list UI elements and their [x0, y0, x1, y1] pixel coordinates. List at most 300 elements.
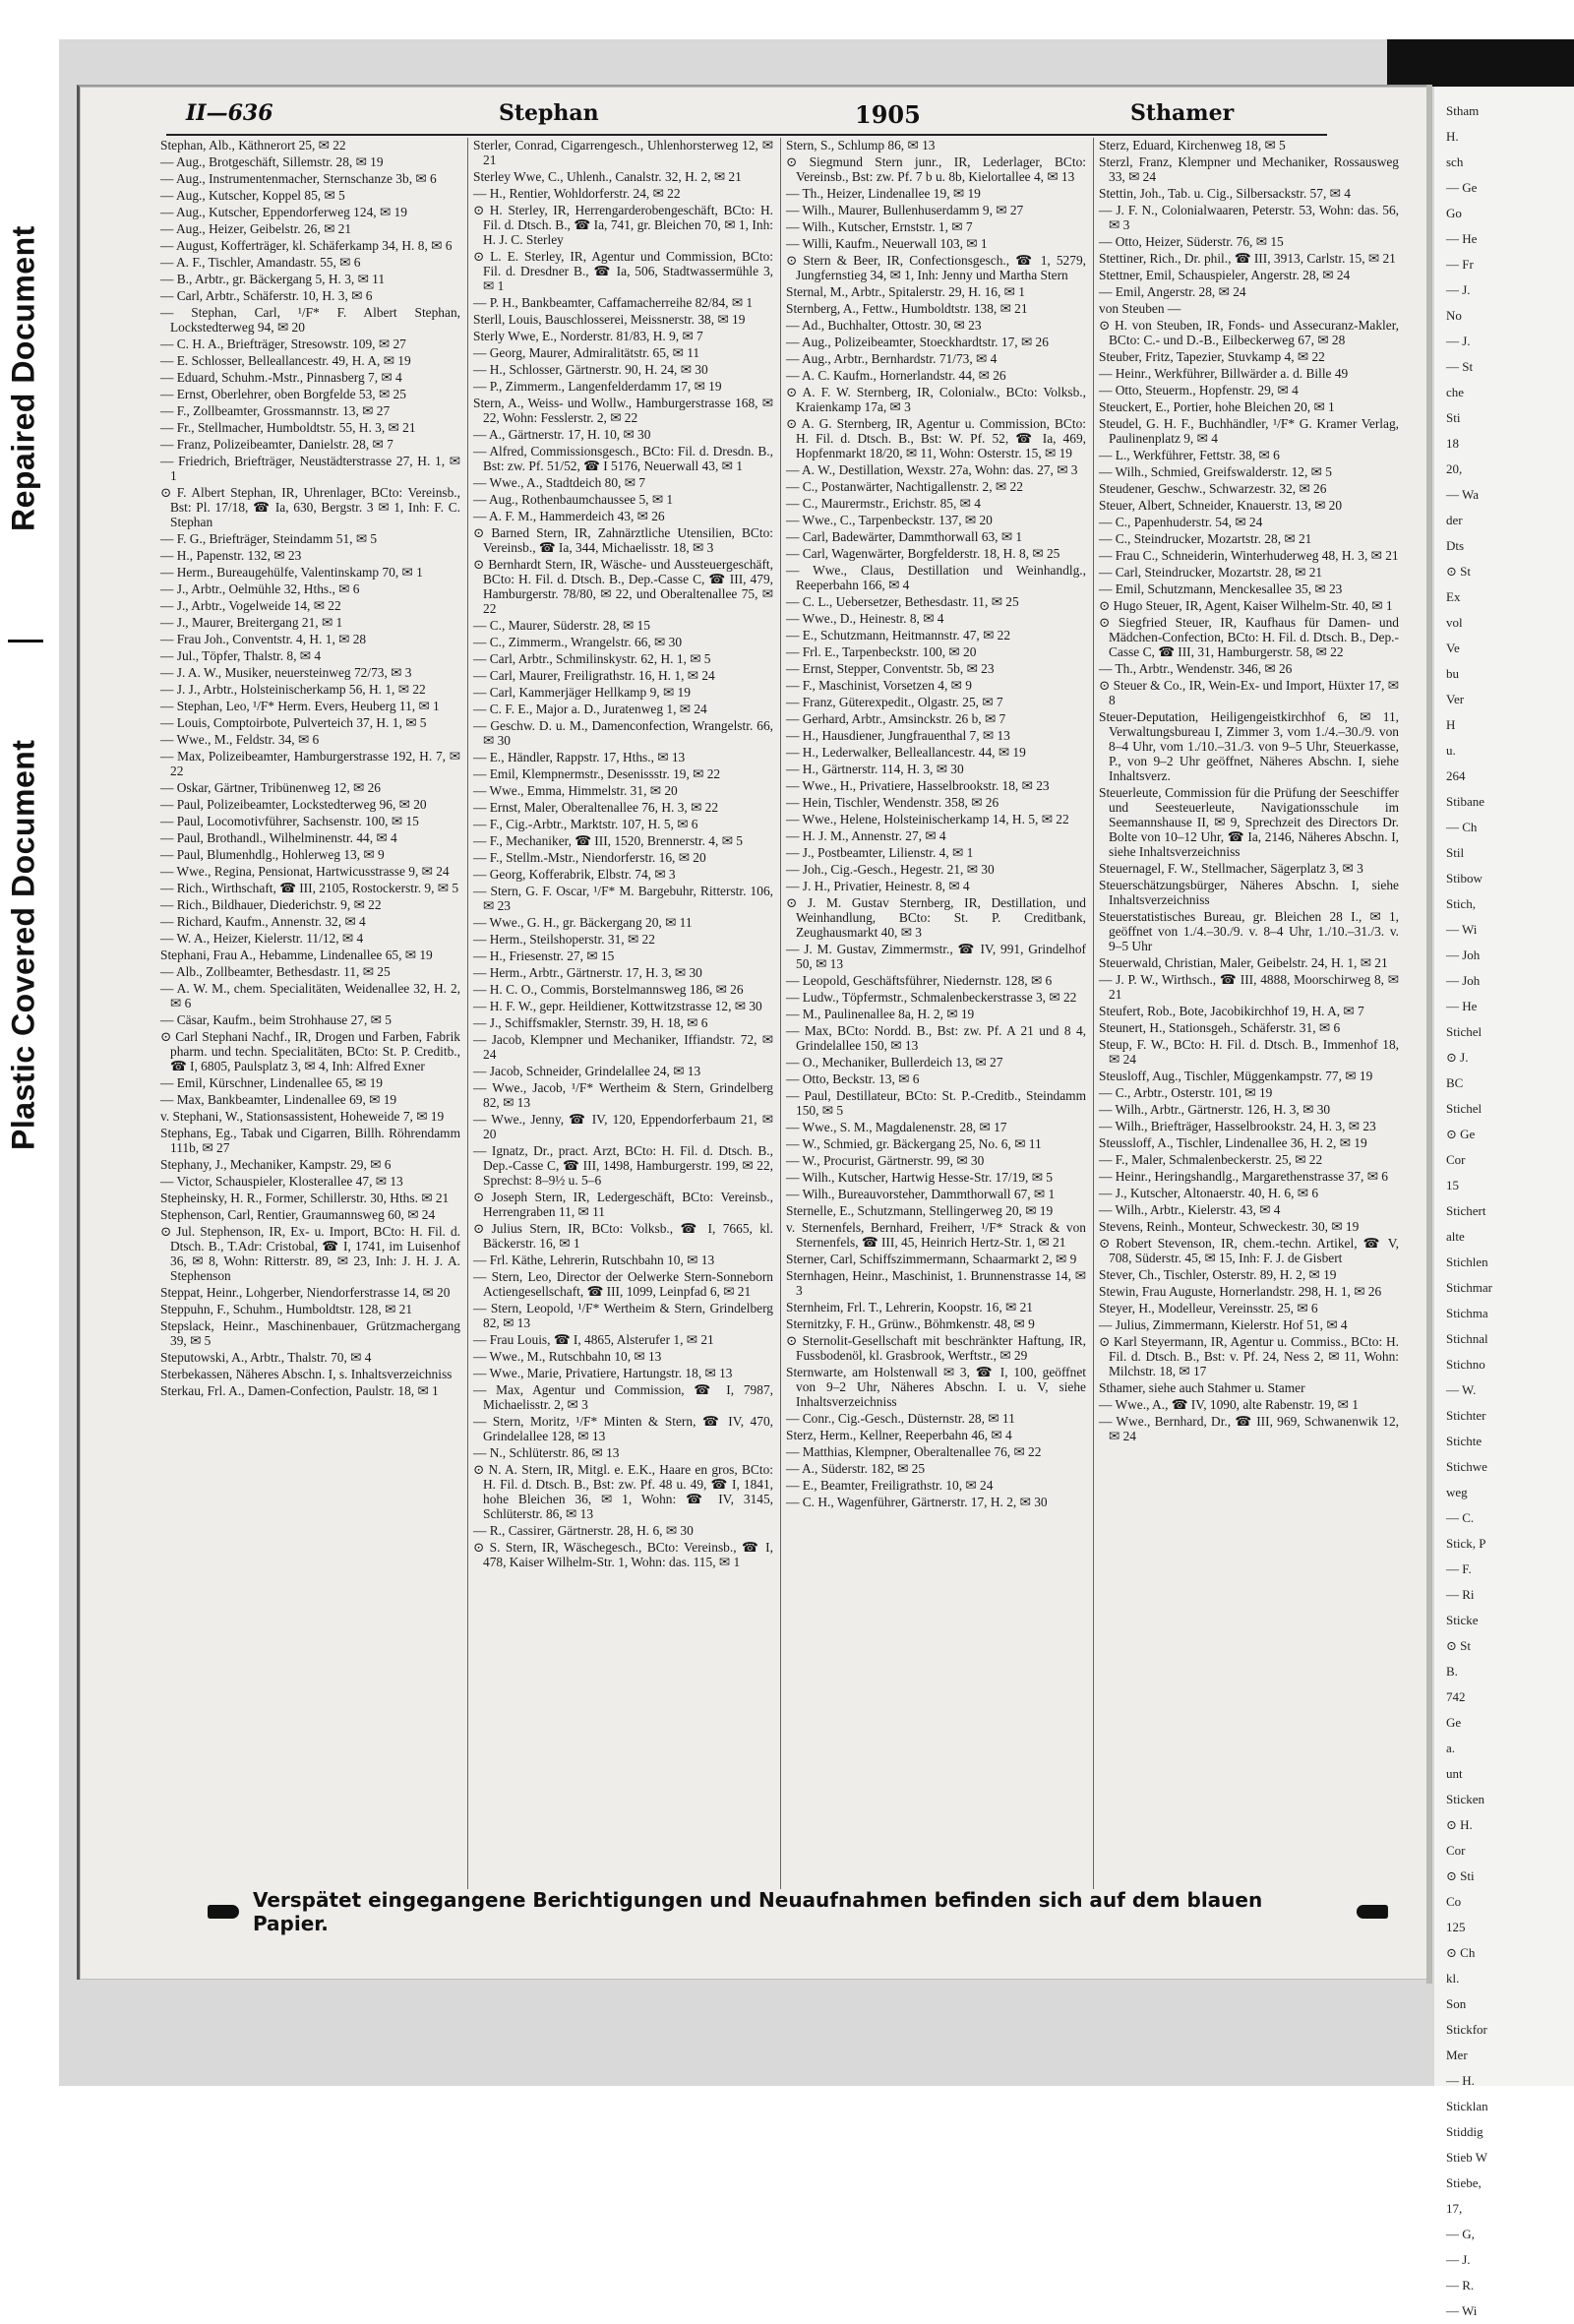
next-page-fragment: Stichno — [1446, 1357, 1485, 1372]
directory-entry: — Wilh., Maurer, Bullenhuserdamm 9, ✉ 27 — [786, 203, 1024, 217]
directory-entry: Steputowski, A., Arbtr., Thalstr. 70, ✉ 4 — [160, 1350, 372, 1365]
directory-entry: Sterler, Conrad, Cigarrengesch., Uhlenhorsterweg 12, ✉ 21 — [473, 138, 773, 167]
directory-entry: — J., Maurer, Breitergang 21, ✉ 1 — [160, 615, 343, 630]
directory-entry: — Otto, Heizer, Süderstr. 76, ✉ 15 — [1099, 234, 1284, 249]
directory-entry: — Wwe., S. M., Magdalenenstr. 28, ✉ 17 — [786, 1120, 1007, 1134]
directory-entry: — H., Friesenstr. 27, ✉ 15 — [473, 948, 615, 963]
next-page-fragment: Sticke — [1446, 1613, 1479, 1627]
directory-entry: ⊙ N. A. Stern, IR, Mitgl. e. E.K., Haare en gros, BCto: H. Fil. d. Dtsch. B., Bst: zw. Pf. 48 u. 49, ☎ I, 1841, hohe Bleichen 36, ✉ 1, Wohn: ☎ IV, 3145, Schlüterstr. 86, ✉ 13 — [473, 1462, 773, 1521]
directory-entry: Sternelle, E., Schutzmann, Stellingerweg 20, ✉ 19 — [786, 1203, 1054, 1218]
directory-entry: — Wwe., H., Privatiere, Hasselbrookstr. 18, ✉ 23 — [786, 778, 1050, 793]
directory-entry: Steppat, Heinr., Lohgerber, Niendorferstrasse 14, ✉ 20 — [160, 1285, 451, 1300]
directory-entry: — Stephan, Leo, ¹/F* Herm. Evers, Heuberg 11, ✉ 1 — [160, 699, 440, 713]
directory-entry: — P., Zimmerm., Langenfelderdamm 17, ✉ 19 — [473, 379, 722, 394]
directory-entry: v. Stephani, W., Stationsassistent, Hoheweide 7, ✉ 19 — [160, 1109, 445, 1124]
directory-entry: — J. J., Arbtr., Holsteinischerkamp 56, H. 1, ✉ 22 — [160, 682, 426, 697]
directory-entry: — B., Arbtr., gr. Bäckergang 5, H. 3, ✉ 11 — [160, 272, 386, 286]
directory-entry: — F., Mechaniker, ☎ III, 1520, Brennerstr. 4, ✉ 5 — [473, 833, 743, 848]
directory-entry: — Carl, Wagenwärter, Borgfelderstr. 18, H. 8, ✉ 25 — [786, 546, 1060, 561]
next-page-fragment: — He — [1446, 231, 1478, 246]
next-page-fragment: Stichte — [1446, 1434, 1483, 1448]
next-page-fragment: sch — [1446, 154, 1464, 169]
directory-entry: — J., Arbtr., Oelmühle 32, Hths., ✉ 6 — [160, 581, 360, 596]
next-page-fragment: Ver — [1446, 692, 1465, 706]
next-page-fragment: ⊙ Ch — [1446, 1945, 1476, 1960]
directory-entry: — Ernst, Maler, Oberaltenallee 76, H. 3, ✉ 22 — [473, 800, 719, 815]
directory-entry: — Frau C., Schneiderin, Winterhuderweg 48, H. 3, ✉ 21 — [1099, 548, 1399, 563]
directory-entry: — Wwe., M., Rutschbahn 10, ✉ 13 — [473, 1349, 662, 1364]
next-page-fragment: Dts — [1446, 538, 1465, 553]
next-page-fragment: a. — [1446, 1741, 1456, 1755]
repaired-document-label: Repaired Document — [5, 225, 41, 532]
next-page-fragment: Son — [1446, 1996, 1467, 2011]
directory-entry: — Louis, Comptoirbote, Pulverteich 37, H. 1, ✉ 5 — [160, 715, 427, 730]
next-page-fragment: — W. — [1446, 1382, 1477, 1397]
directory-entry: — M., Paulinenallee 8a, H. 2, ✉ 19 — [786, 1007, 975, 1021]
stamp-divider — [8, 640, 43, 642]
directory-entry: Sterley Wwe, C., Uhlenh., Canalstr. 32, H. 2, ✉ 21 — [473, 169, 742, 184]
pointing-hand-icon — [208, 1905, 239, 1919]
next-page-fragment: Stibane — [1446, 794, 1484, 809]
next-page-fragment: — J. — [1446, 334, 1471, 348]
directory-entry: — Wilh., Arbtr., Kielerstr. 43, ✉ 4 — [1099, 1202, 1281, 1217]
directory-entry: — Georg, Kofferabrik, Elbstr. 74, ✉ 3 — [473, 867, 676, 882]
directory-entry: — H. C. O., Commis, Borstelmannsweg 186, ✉ 26 — [473, 982, 744, 997]
directory-entry: Steuerwald, Christian, Maler, Geibelstr. 24, H. 1, ✉ 21 — [1099, 955, 1388, 970]
plastic-covered-label: Plastic Covered Document — [5, 739, 41, 1150]
next-page-fragment: Stham — [1446, 103, 1480, 118]
directory-entry: — Emil, Klempnermstr., Desenissstr. 19, ✉ 22 — [473, 766, 721, 781]
directory-entry: — Gerhard, Arbtr., Amsinckstr. 26 b, ✉ 7 — [786, 711, 1006, 726]
directory-entry: — E., Beamter, Freiligrathstr. 10, ✉ 24 — [786, 1478, 994, 1493]
directory-entry: — L., Werkführer, Fettstr. 38, ✉ 6 — [1099, 448, 1280, 462]
next-page-fragment: Stichma — [1446, 1306, 1488, 1320]
directory-entry: — J., Kutscher, Altonaerstr. 40, H. 6, ✉ 6 — [1099, 1186, 1319, 1200]
directory-entry: — Carl, Badewärter, Dammthorwall 63, ✉ 1 — [786, 529, 1023, 544]
directory-entry: — J. M. Gustav, Zimmermstr., ☎ IV, 991, Grindelhof 50, ✉ 13 — [786, 942, 1086, 971]
directory-entry: — Wilh., Schmied, Greifswalderstr. 12, ✉ 5 — [1099, 464, 1332, 479]
directory-entry: — Franz, Polizeibeamter, Danielstr. 28, ✉ 7 — [160, 437, 394, 452]
next-page-fragment: bu — [1446, 666, 1459, 681]
directory-page — [77, 85, 1429, 1980]
directory-entry: — Aug., Kutscher, Eppendorferweg 124, ✉ 19 — [160, 205, 407, 219]
directory-entry: Sternhagen, Heinr., Maschinist, 1. Brunnenstrasse 14, ✉ 3 — [786, 1268, 1086, 1298]
directory-entry: — C., Zimmerm., Wrangelstr. 66, ✉ 30 — [473, 635, 683, 649]
binding-tab — [1387, 39, 1574, 87]
directory-entry: — Hein, Tischler, Wendenstr. 358, ✉ 26 — [786, 795, 999, 810]
directory-entry: — Wwe., G. H., gr. Bäckergang 20, ✉ 11 — [473, 915, 693, 930]
directory-entry: — Aug., Polizeibeamter, Stoeckhardtstr. 17, ✉ 26 — [786, 335, 1049, 349]
next-page-fragment: — R. — [1446, 2278, 1475, 2293]
directory-entry: — Rich., Bildhauer, Diederichstr. 9, ✉ 22 — [160, 897, 382, 912]
next-page-fragment: ⊙ J. — [1446, 1050, 1469, 1065]
directory-entry: Stevens, Reinh., Monteur, Schweckestr. 30, ✉ 19 — [1099, 1219, 1360, 1234]
next-page-fragment: 264 — [1446, 768, 1466, 783]
next-page-fragment: Stieb W — [1446, 2150, 1488, 2165]
directory-entry: — H., Gärtnerstr. 114, H. 3, ✉ 30 — [786, 762, 964, 776]
next-page-fragment: ⊙ St — [1446, 1638, 1471, 1653]
next-page-fragment: — Wa — [1446, 487, 1480, 502]
directory-entry: ⊙ Siegmund Stern junr., IR, Lederlager, BCto: Vereinsb., Bst: zw. Pf. 7 b u. 8b, Kielortallee 4, ✉ 13 — [786, 154, 1086, 184]
side-stamps — [0, 128, 47, 1210]
directory-entry: — E., Händler, Rappstr. 17, Hths., ✉ 13 — [473, 750, 686, 764]
next-page-fragment: ⊙ H. — [1446, 1817, 1473, 1832]
directory-entry: — Alfred, Commissionsgesch., BCto: Fil. d. Dresdn. B., Bst: zw. Pf. 51/52, ☎ I 5176, Neuerwall 43, ✉ 1 — [473, 444, 773, 473]
directory-entry: — P. H., Bankbeamter, Caffamacherreihe 82/84, ✉ 1 — [473, 295, 754, 310]
directory-entry: — Wwe., D., Heinestr. 8, ✉ 4 — [786, 611, 944, 626]
directory-entry: — Jul., Töpfer, Thalstr. 8, ✉ 4 — [160, 648, 322, 663]
directory-entry: Steunert, H., Stationsgeh., Schäferstr. 31, ✉ 6 — [1099, 1020, 1341, 1035]
directory-entry: — Wilh., Bureauvorsteher, Dammthorwall 67, ✉ 1 — [786, 1187, 1056, 1201]
directory-entry: — Wwe., C., Tarpenbeckstr. 137, ✉ 20 — [786, 513, 993, 527]
directory-entry: ⊙ Bernhardt Stern, IR, Wäsche- und Aussteuergeschäft, BCto: H. Fil. d. Dtsch. B., Dep.-Casse C, ☎ III, 479, Hamburgerstr. 78/80, ✉ 22, und Oberaltenallee 75, ✉ 22 — [473, 557, 773, 616]
next-page-fragment: kl. — [1446, 1971, 1460, 1986]
next-page-fragment: Stichnal — [1446, 1331, 1488, 1346]
next-page-fragment: unt — [1446, 1766, 1463, 1781]
directory-entry: ⊙ Carl Stephani Nachf., IR, Drogen und Farben, Fabrik pharm. und techn. Specialitäten, BCto: St. P. Creditb., ☎ I, 6805, Paulsplatz 3, ✉ 4, Inh: Alfred Exner — [160, 1029, 460, 1073]
directory-entry: — O., Mechaniker, Bullerdeich 13, ✉ 27 — [786, 1055, 1003, 1070]
next-page-fragment: Stiddig — [1446, 2124, 1483, 2139]
directory-entry: — Friedrich, Briefträger, Neustädterstrasse 27, H. 1, ✉ 1 — [160, 454, 460, 483]
directory-entry: — Ludw., Töpfermstr., Schmalenbeckerstrasse 3, ✉ 22 — [786, 990, 1077, 1005]
directory-entry: Steusloff, Aug., Tischler, Müggenkampstr. 77, ✉ 19 — [1099, 1069, 1373, 1083]
directory-entry: — Wwe., Claus, Destillation und Weinhandlg., Reeperbahn 166, ✉ 4 — [786, 563, 1086, 592]
column-divider — [1093, 138, 1094, 1889]
directory-entry: — F., Zollbeamter, Grossmannstr. 13, ✉ 27 — [160, 403, 391, 418]
next-page-fragment: Cor — [1446, 1152, 1466, 1167]
next-page-fragment: Ge — [1446, 1715, 1462, 1730]
directory-entry: ⊙ Siegfried Steuer, IR, Kaufhaus für Damen- und Mädchen-Confection, BCto: H. Fil. d. Dtsch. B., Dep.-Casse C, ☎ III, 31, Hamburgerstr. 58, ✉ 22 — [1099, 615, 1399, 659]
directory-entry: — F., Maschinist, Vorsetzen 4, ✉ 9 — [786, 678, 972, 693]
next-page-fragment: — Fr — [1446, 257, 1474, 272]
directory-entry: — R., Cassirer, Gärtnerstr. 28, H. 6, ✉ 30 — [473, 1523, 694, 1538]
directory-entry: — Otto, Beckstr. 13, ✉ 6 — [786, 1071, 920, 1086]
directory-entry: — Carl, Arbtr., Schäferstr. 10, H. 3, ✉ 6 — [160, 288, 373, 303]
next-page-fragment: 742 — [1446, 1689, 1466, 1704]
next-page-fragment: — F. — [1446, 1561, 1472, 1576]
directory-entry: — Stephan, Carl, ¹/F* F. Albert Stephan, Lockstedterweg 94, ✉ 20 — [160, 305, 460, 335]
next-page-fragment: Stick, P — [1446, 1536, 1486, 1551]
directory-entry: — H., Hausdiener, Jungfrauenthal 7, ✉ 13 — [786, 728, 1010, 743]
directory-entry: — Conr., Cig.-Gesch., Düsternstr. 28, ✉ 11 — [786, 1411, 1015, 1426]
next-page-fragment: — He — [1446, 999, 1478, 1013]
directory-entry: Sterkau, Frl. A., Damen-Confection, Paulstr. 18, ✉ 1 — [160, 1383, 439, 1398]
directory-entry: — Ernst, Oberlehrer, oben Borgfelde 53, ✉ 25 — [160, 387, 406, 401]
directory-entry: — Georg, Maurer, Admiralitätstr. 65, ✉ 11 — [473, 345, 700, 360]
directory-entry: — Wilh., Kutscher, Hartwig Hesse-Str. 17/19, ✉ 5 — [786, 1170, 1053, 1185]
directory-entry: — Cäsar, Kaufm., beim Strohhause 27, ✉ 5 — [160, 1012, 392, 1027]
directory-entry: — Paul, Blumenhdlg., Hohlerweg 13, ✉ 9 — [160, 847, 385, 862]
next-page-fragment: Stichwe — [1446, 1459, 1487, 1474]
directory-entry: — A., Gärtnerstr. 17, H. 10, ✉ 30 — [473, 427, 651, 442]
directory-entry: — J., Arbtr., Vogelweide 14, ✉ 22 — [160, 598, 341, 613]
directory-entry: Stettin, Joh., Tab. u. Cig., Silbersackstr. 57, ✉ 4 — [1099, 186, 1351, 201]
directory-entry: Stepslack, Heinr., Maschinenbauer, Grützmachergang 39, ✉ 5 — [160, 1318, 460, 1348]
header-right-word: Sthamer — [1130, 100, 1235, 126]
next-page-fragment: ⊙ St — [1446, 564, 1471, 579]
column-divider — [467, 138, 468, 1889]
directory-entry: — Max, Bankbeamter, Lindenallee 69, ✉ 19 — [160, 1092, 397, 1107]
directory-entry: Stephani, Frau A., Hebamme, Lindenallee 65, ✉ 19 — [160, 948, 433, 962]
directory-entry: — H., Schlosser, Gärtnerstr. 90, H. 24, ✉ 30 — [473, 362, 708, 377]
next-page-fragment: der — [1446, 513, 1463, 527]
directory-entry: — C., Postanwärter, Nachtigallenstr. 2, ✉ 22 — [786, 479, 1023, 494]
directory-entry: — Eduard, Schuhm.-Mstr., Pinnasberg 7, ✉ 4 — [160, 370, 402, 385]
next-page-fragment: Ex — [1446, 589, 1461, 604]
next-page-fragment: Cor — [1446, 1843, 1466, 1858]
directory-entry: ⊙ Robert Stevenson, IR, chem.-techn. Artikel, ☎ V, 708, Süderstr. 45, ✉ 15, Inh: F. J. de Gisbert — [1099, 1236, 1399, 1265]
column-3 — [786, 138, 1086, 1889]
directory-entry: — Frau Joh., Conventstr. 4, H. 1, ✉ 28 — [160, 632, 367, 646]
directory-entry: — Paul, Polizeibeamter, Lockstedterweg 96, ✉ 20 — [160, 797, 427, 812]
directory-entry: Stephany, J., Mechaniker, Kampstr. 29, ✉ 6 — [160, 1157, 392, 1172]
directory-columns — [160, 138, 1420, 1889]
directory-entry: — C. H. A., Briefträger, Stresowstr. 109, ✉ 27 — [160, 336, 406, 351]
directory-entry: Stever, Ch., Tischler, Osterstr. 89, H. 2, ✉ 19 — [1099, 1267, 1337, 1282]
next-page-fragment: 20, — [1446, 461, 1463, 476]
directory-entry: — Aug., Kutscher, Koppel 85, ✉ 5 — [160, 188, 345, 203]
column-divider — [780, 138, 781, 1889]
pointing-hand-icon — [1357, 1905, 1388, 1919]
directory-entry: ⊙ L. E. Sterley, IR, Agentur und Commission, BCto: Fil. d. Dresdner B., ☎ Ia, 506, Stadtwassermühle 3, ✉ 1 — [473, 249, 773, 293]
directory-entry: — Joh., Cig.-Gesch., Hegestr. 21, ✉ 30 — [786, 862, 995, 877]
directory-entry: ⊙ Hugo Steuer, IR, Agent, Kaiser Wilhelm-Str. 40, ✉ 1 — [1099, 598, 1393, 613]
directory-entry: — H., Lederwalker, Belleallancestr. 44, ✉ 19 — [786, 745, 1026, 760]
next-page-fragment: — Joh — [1446, 973, 1481, 988]
directory-entry: ⊙ Barned Stern, IR, Zahnärztliche Utensilien, BCto: Vereinsb., ☎ Ia, 344, Michaelisstr. 18, ✉ 3 — [473, 525, 773, 555]
directory-entry: — Leopold, Geschäftsführer, Niedernstr. 128, ✉ 6 — [786, 973, 1053, 988]
directory-entry: ⊙ F. Albert Stephan, IR, Uhrenlager, BCto: Vereinsb., Bst: Pl. 17/18, ☎ Ia, 630, Bergstr. 3 ✉ 1, Inh: F. C. Stephan — [160, 485, 460, 529]
next-page-fragment: Sticklan — [1446, 2099, 1488, 2113]
directory-entry: Steudener, Geschw., Schwarzestr. 32, ✉ 26 — [1099, 481, 1327, 496]
directory-entry: — Fr., Stellmacher, Humboldtstr. 55, H. 3, ✉ 21 — [160, 420, 416, 435]
directory-entry: — C., Steindrucker, Mozartstr. 28, ✉ 21 — [1099, 531, 1312, 546]
next-page-fragment: Sticken — [1446, 1792, 1484, 1806]
next-page-fragment: — J. — [1446, 282, 1471, 297]
directory-entry: — Geschw. D. u. M., Damenconfection, Wrangelstr. 66, ✉ 30 — [473, 718, 773, 748]
footer-note — [208, 1888, 1388, 1935]
next-page-fragment: Stichter — [1446, 1408, 1486, 1423]
next-page-fragment: alte — [1446, 1229, 1465, 1244]
directory-entry: ⊙ J. M. Gustav Sternberg, IR, Destillation, und Weinhandlung, BCto: St. P. Creditbank, Zeughausmarkt 40, ✉ 3 — [786, 895, 1086, 940]
directory-entry: — W., Schmied, gr. Bäckergang 25, No. 6, ✉ 11 — [786, 1136, 1042, 1151]
page-header — [166, 94, 1327, 136]
directory-entry: — E. Schlosser, Belleallancestr. 49, H. A, ✉ 19 — [160, 353, 411, 368]
directory-entry: Stettiner, Rich., Dr. phil., ☎ III, 3913, Carlstr. 15, ✉ 21 — [1099, 251, 1396, 266]
directory-entry: — J. A. W., Musiker, neuersteinweg 72/73, ✉ 3 — [160, 665, 412, 680]
directory-entry: — Aug., Instrumentenmacher, Sternschanze 3b, ✉ 6 — [160, 171, 437, 186]
next-page-fragment: H — [1446, 717, 1456, 732]
next-page-fragment: B. — [1446, 1664, 1458, 1679]
next-page-fragment: — J. — [1446, 2252, 1471, 2267]
directory-entry: — Herm., Arbtr., Gärtnerstr. 17, H. 3, ✉ 30 — [473, 965, 702, 980]
directory-entry: — Frau Louis, ☎ I, 4865, Alsterufer 1, ✉ 21 — [473, 1332, 714, 1347]
column-1 — [160, 138, 460, 1889]
directory-entry: — Heinr., Heringshandlg., Margarethenstrasse 37, ✉ 6 — [1099, 1169, 1388, 1184]
directory-entry: Sterll, Louis, Bauschlosserei, Meissnerstr. 38, ✉ 19 — [473, 312, 746, 327]
directory-entry: — Max, Agentur und Commission, ☎ I, 7987, Michaelisstr. 2, ✉ 3 — [473, 1382, 773, 1412]
directory-entry: — C. L., Uebersetzer, Bethesdastr. 11, ✉ 25 — [786, 594, 1019, 609]
next-page-fragment: Stich, — [1446, 896, 1476, 911]
directory-entry: — H. J. M., Annenstr. 27, ✉ 4 — [786, 828, 946, 843]
directory-entry: Stephenson, Carl, Rentier, Graumannsweg 60, ✉ 24 — [160, 1207, 436, 1222]
header-left-word: Stephan — [499, 100, 599, 126]
next-page-fragment: ⊙ Sti — [1446, 1868, 1475, 1883]
directory-entry: — Th., Heizer, Lindenallee 19, ✉ 19 — [786, 186, 981, 201]
next-page-fragment: — Wi — [1446, 922, 1478, 937]
directory-entry: — J. P. W., Wirthsch., ☎ III, 4888, Moorschirweg 8, ✉ 21 — [1099, 972, 1399, 1002]
directory-entry: — H., Rentier, Wohldorferstr. 24, ✉ 22 — [473, 186, 681, 201]
directory-entry: — August, Kofferträger, kl. Schäferkamp 34, H. 8, ✉ 6 — [160, 238, 453, 253]
next-page-fragment: ⊙ Ge — [1446, 1127, 1476, 1141]
page-number: II—636 — [186, 100, 273, 126]
directory-entry: ⊙ Steuer & Co., IR, Wein-Ex- und Import, Hüxter 17, ✉ 8 — [1099, 678, 1399, 707]
next-page-fragment: che — [1446, 385, 1465, 399]
directory-entry: — Wwe., Regina, Pensionat, Hartwicusstrasse 9, ✉ 24 — [160, 864, 450, 879]
directory-entry: — Emil, Kürschner, Lindenallee 65, ✉ 19 — [160, 1075, 383, 1090]
next-page-fragment: BC — [1446, 1075, 1464, 1090]
next-page-fragment: weg — [1446, 1485, 1468, 1499]
next-page-fragment: — Wi — [1446, 2303, 1478, 2318]
column-4 — [1099, 138, 1399, 1889]
directory-entry: — Wwe., Helene, Holsteinischerkamp 14, H. 5, ✉ 22 — [786, 812, 1069, 826]
directory-entry: — Otto, Steuerm., Hopfenstr. 29, ✉ 4 — [1099, 383, 1299, 398]
next-page-fragment: Stibow — [1446, 871, 1483, 886]
directory-entry: — J., Schiffsmakler, Sternstr. 39, H. 18, ✉ 6 — [473, 1015, 708, 1030]
next-page-fragment: No — [1446, 308, 1462, 323]
directory-entry: ⊙ Stern & Beer, IR, Confectionsgesch., ☎ 1, 5279, Jungfernstieg 34, ✉ 1, Inh: Jenny und Martha Stern — [786, 253, 1086, 282]
directory-entry: — E., Schutzmann, Heitmannstr. 47, ✉ 22 — [786, 628, 1011, 642]
next-page-fragment: Sti — [1446, 410, 1461, 425]
directory-entry: — Carl, Kammerjäger Hellkamp 9, ✉ 19 — [473, 685, 691, 700]
directory-entry: — Franz, Güterexpedit., Olgastr. 25, ✉ 7 — [786, 695, 1003, 709]
directory-entry: — Wilh., Kutscher, Ernststr. 1, ✉ 7 — [786, 219, 973, 234]
directory-entry: — Ignatz, Dr., pract. Arzt, BCto: H. Fil. d. Dtsch. B., Dep.-Casse C, ☎ III, 1498, Hamburgerstr. 199, ✉ 22, Sprechst: 8–9½ u. 5–6 — [473, 1143, 773, 1188]
directory-entry: Stern, S., Schlump 86, ✉ 13 — [786, 138, 936, 153]
directory-entry: ⊙ Joseph Stern, IR, Ledergeschäft, BCto: Vereinsb., Herrengraben 11, ✉ 11 — [473, 1190, 773, 1219]
directory-entry: von Steuben — — [1099, 301, 1181, 316]
directory-entry: — Rich., Wirthschaft, ☎ III, 2105, Rostockerstr. 9, ✉ 5 — [160, 881, 459, 895]
directory-entry: — F., Maler, Schmalenbeckerstr. 25, ✉ 22 — [1099, 1152, 1323, 1167]
directory-entry: — Ernst, Stepper, Conventstr. 5b, ✉ 23 — [786, 661, 995, 676]
directory-entry: — Aug., Heizer, Geibelstr. 26, ✉ 21 — [160, 221, 352, 236]
directory-entry: Stephans, Eg., Tabak und Cigarren, Billh. Röhrendamm 111b, ✉ 27 — [160, 1126, 460, 1155]
directory-entry: — Emil, Schutzmann, Menckesallee 35, ✉ 23 — [1099, 581, 1343, 596]
directory-entry: Steuerleute, Commission für die Prüfung der Seeschiffer und Seesteuerleute, Navigationsschule im Seemannshause II, ✉ 9, Sprechzeit des Directors Dr. Bolte von 10–12 Uhr, ☎ Ia, 2146, Näheres Abschn. I, siehe Inhaltsverzeichniss — [1099, 785, 1399, 859]
directory-entry: — Alb., Zollbeamter, Bethesdastr. 11, ✉ 25 — [160, 964, 391, 979]
directory-entry: Steussloff, A., Tischler, Lindenallee 36, H. 2, ✉ 19 — [1099, 1135, 1367, 1150]
directory-entry: — Willi, Kaufm., Neuerwall 103, ✉ 1 — [786, 236, 988, 251]
directory-entry: — Oskar, Gärtner, Tribünenweg 12, ✉ 26 — [160, 780, 381, 795]
directory-entry: — Carl, Arbtr., Schmilinskystr. 62, H. 1, ✉ 5 — [473, 651, 711, 666]
directory-entry: — Wwe., Jacob, ¹/F* Wertheim & Stern, Grindelberg 82, ✉ 13 — [473, 1080, 773, 1110]
directory-entry: — Herm., Bureaugehülfe, Valentinskamp 70, ✉ 1 — [160, 565, 423, 580]
directory-entry: Steufert, Rob., Bote, Jacobikirchhof 19, H. A, ✉ 7 — [1099, 1004, 1364, 1018]
directory-entry: — Jacob, Klempner und Mechaniker, Iffiandstr. 72, ✉ 24 — [473, 1032, 773, 1062]
next-page-fragment: 125 — [1446, 1920, 1466, 1934]
directory-entry: — Th., Arbtr., Wendenstr. 346, ✉ 26 — [1099, 661, 1293, 676]
directory-entry: Stepheinsky, H. R., Former, Schillerstr. 30, Hths. ✉ 21 — [160, 1191, 450, 1205]
directory-entry: — W. A., Heizer, Kielerstr. 11/12, ✉ 4 — [160, 931, 364, 946]
directory-entry: — Herm., Steilshoperstr. 31, ✉ 22 — [473, 932, 655, 947]
directory-entry: — C., Papenhuderstr. 54, ✉ 24 — [1099, 515, 1263, 529]
directory-entry: — Stern, Leo, Director der Oelwerke Stern-Sonneborn Actiengesellschaft, ☎ III, 1099, Leinpfad 6, ✉ 21 — [473, 1269, 773, 1299]
directory-entry: Steuerstatistisches Bureau, gr. Bleichen 28 I., ✉ 1, geöffnet von 1./4.–30./9. v. 8–4 Uhr, 1./10.–31./3. v. 9–5 Uhr — [1099, 909, 1399, 953]
next-page-fragment: Stiebe, — [1446, 2175, 1482, 2190]
directory-entry: ⊙ S. Stern, IR, Wäschegesch., BCto: Vereinsb., ☎ I, 478, Kaiser Wilhelm-Str. 1, Wohn: das. 115, ✉ 1 — [473, 1540, 773, 1569]
next-page-fragment: — Ch — [1446, 820, 1478, 834]
column-2 — [473, 138, 773, 1889]
directory-entry: — C. F. E., Major a. D., Juratenweg 1, ✉ 24 — [473, 702, 707, 716]
directory-entry: — Stern, Leopold, ¹/F* Wertheim & Stern, Grindelberg 82, ✉ 13 — [473, 1301, 773, 1330]
next-page-fragment: Stichel — [1446, 1101, 1483, 1116]
directory-entry: — Paul, Brothandl., Wilhelminenstr. 44, ✉ 4 — [160, 830, 397, 845]
directory-entry: Sternheim, Frl. T., Lehrerin, Koopstr. 16, ✉ 21 — [786, 1300, 1033, 1315]
next-page-fragment: — G, — [1446, 2227, 1475, 2241]
directory-entry: — C., Maurermstr., Erichstr. 85, ✉ 4 — [786, 496, 981, 511]
footer-note-text: Verspätet eingegangene Berichtigungen und Neuaufnahmen befinden sich auf dem blauen Papier. — [252, 1888, 1263, 1935]
directory-entry: — Max, BCto: Nordd. B., Bst: zw. Pf. A 21 und 8 4, Grindelallee 150, ✉ 13 — [786, 1023, 1086, 1053]
directory-entry: — Jacob, Schneider, Grindelallee 24, ✉ 13 — [473, 1064, 701, 1078]
directory-entry: ⊙ Julius Stern, IR, BCto: Volksb., ☎ I, 7665, kl. Bäckerstr. 16, ✉ 1 — [473, 1221, 773, 1251]
directory-entry: — A. C. Kaufm., Hornerlandstr. 44, ✉ 26 — [786, 368, 1006, 383]
directory-entry: — C. H., Wagenführer, Gärtnerstr. 17, H. 2, ✉ 30 — [786, 1495, 1048, 1509]
directory-entry: — Wwe., Emma, Himmelstr. 31, ✉ 20 — [473, 783, 678, 798]
directory-entry: — Wwe., Bernhard, Dr., ☎ III, 969, Schwanenwik 12, ✉ 24 — [1099, 1414, 1399, 1443]
next-page-fragment: H. — [1446, 129, 1459, 144]
directory-entry: ⊙ A. F. W. Sternberg, IR, Colonialw., BCto: Volksb., Kraienkamp 17a, ✉ 3 — [786, 385, 1086, 414]
directory-entry: — A. F., Tischler, Amandastr. 55, ✉ 6 — [160, 255, 361, 270]
directory-entry: Sternal, M., Arbtr., Spitalerstr. 29, H. 16, ✉ 1 — [786, 284, 1025, 299]
directory-entry: — W., Procurist, Gärtnerstr. 99, ✉ 30 — [786, 1153, 985, 1168]
directory-entry: Steuer-Deputation, Heiligengeistkirchhof 6, ✉ 11, Verwaltungsbureau I, Zimmer 3, vom 1./4.–30./9. von 8–4 Uhr, vom 1./10.–31./3. von 9–5 Uhr, Steuerkasse, P., von 9–2 Uhr geöffnet, Näheres Abschn. I, siehe Inhaltsverz. — [1099, 709, 1399, 783]
header-year: 1905 — [855, 100, 921, 129]
directory-entry: Stephan, Alb., Käthnerort 25, ✉ 22 — [160, 138, 346, 153]
directory-entry: Sterz, Herm., Kellner, Reeperbahn 46, ✉ 4 — [786, 1428, 1012, 1442]
directory-entry: — Paul, Destillateur, BCto: St. P.-Creditb., Steindamm 150, ✉ 5 — [786, 1088, 1086, 1118]
directory-entry: — N., Schlüterstr. 86, ✉ 13 — [473, 1445, 620, 1460]
directory-entry: — Max, Polizeibeamter, Hamburgerstrasse 192, H. 7, ✉ 22 — [160, 749, 460, 778]
directory-entry: Sterly Wwe, E., Norderstr. 81/83, H. 9, ✉ 7 — [473, 329, 703, 343]
directory-entry: — Carl, Steindrucker, Mozartstr. 28, ✉ 21 — [1099, 565, 1323, 580]
directory-entry: Steppuhn, F., Schuhm., Humboldtstr. 128, ✉ 21 — [160, 1302, 413, 1316]
next-page-fragment: Mer — [1446, 2048, 1468, 2062]
next-page-fragment: Co — [1446, 1894, 1462, 1909]
directory-entry: Steuer, Albert, Schneider, Knauerstr. 13, ✉ 20 — [1099, 498, 1343, 513]
directory-entry: Stern, A., Weiss- und Wollw., Hamburgerstrasse 168, ✉ 22, Wohn: Fesslerstr. 2, ✉ 22 — [473, 396, 773, 425]
directory-entry: v. Sternenfels, Bernhard, Freiherr, ¹/F* Strack & von Sternenfels, ☎ III, 45, Heinrich Hertz-Str. 1, ✉ 21 — [786, 1220, 1086, 1250]
directory-entry: — Carl, Maurer, Freiligrathstr. 16, H. 1, ✉ 24 — [473, 668, 715, 683]
directory-entry: Steyer, H., Modelleur, Vereinsstr. 25, ✉ 6 — [1099, 1301, 1318, 1315]
directory-entry: — A. W. M., chem. Specialitäten, Weidenallee 32, H. 2, ✉ 6 — [160, 981, 460, 1010]
directory-entry: Sterner, Carl, Schiffszimmermann, Schaarmarkt 2, ✉ 9 — [786, 1252, 1077, 1266]
directory-entry: Sterz, Eduard, Kirchenweg 18, ✉ 5 — [1099, 138, 1286, 153]
directory-entry: — Matthias, Klempner, Oberaltenallee 76, ✉ 22 — [786, 1444, 1042, 1459]
directory-entry: — H., Papenstr. 132, ✉ 23 — [160, 548, 302, 563]
directory-entry: — Aug., Brotgeschäft, Sillemstr. 28, ✉ 19 — [160, 154, 384, 169]
directory-entry: — C., Arbtr., Osterstr. 101, ✉ 19 — [1099, 1085, 1273, 1100]
directory-entry: Stettner, Emil, Schauspieler, Angerstr. 28, ✉ 24 — [1099, 268, 1351, 282]
directory-entry: — Aug., Rothenbaumchaussee 5, ✉ 1 — [473, 492, 674, 507]
next-page-fragment: Stichert — [1446, 1203, 1486, 1218]
next-page-fragment: Stichel — [1446, 1024, 1483, 1039]
directory-entry: — A. W., Destillation, Wexstr. 27a, Wohn: das. 27, ✉ 3 — [786, 462, 1078, 477]
next-page-fragment: — C. — [1446, 1510, 1475, 1525]
directory-entry: Steuber, Fritz, Tapezier, Stuvkamp 4, ✉ 22 — [1099, 349, 1325, 364]
directory-entry: ⊙ Karl Steyermann, IR, Agentur u. Commiss., BCto: H. Fil. d. Dtsch. B., Bst: v. Pf. 24, Ness 2, ✉ 11, Wohn: Milchstr. 18, ✉ 17 — [1099, 1334, 1399, 1378]
directory-entry: Sternwarte, am Holstenwall ✉ 3, ☎ I, 100, geöffnet von 9–2 Uhr, Näheres Abschn. I. u. V, siehe Inhaltsverzeichniss — [786, 1365, 1086, 1409]
next-page-fragment: 17, — [1446, 2201, 1463, 2216]
